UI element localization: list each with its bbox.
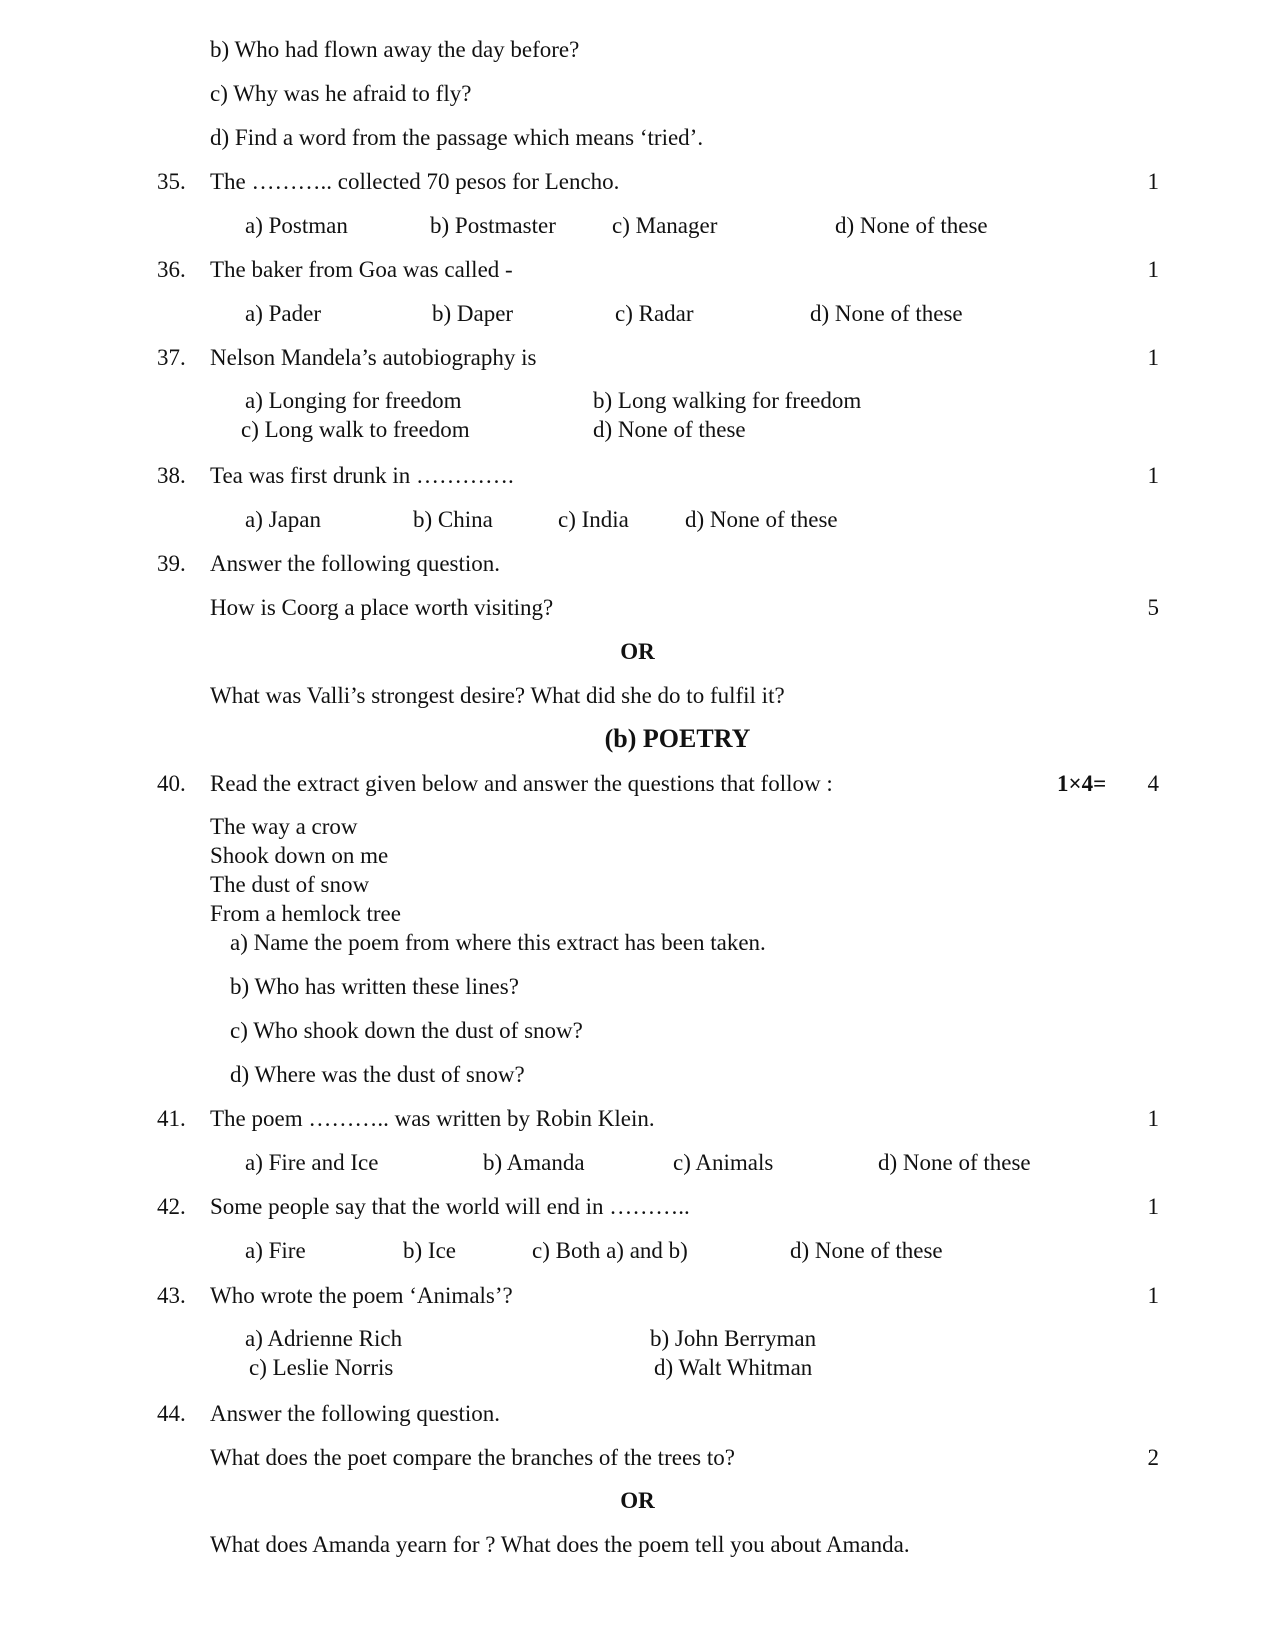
question-41-option-b: b) Amanda [483,1150,585,1175]
question-43-number: 43. [157,1283,186,1308]
question-35-number: 35. [157,169,186,194]
question-40-text: Read the extract given below and answer the questions that follow : [210,771,833,796]
question-43-option-d: d) Walt Whitman [654,1355,813,1380]
carryover-question-c: c) Why was he afraid to fly? [210,81,472,106]
question-37-option-d: d) None of these [593,417,746,442]
question-43-text: Who wrote the poem ‘Animals’? [210,1283,513,1308]
question-35-option-d: d) None of these [835,213,988,238]
carryover-question-d: d) Find a word from the passage which means ‘tried’. [210,125,704,150]
question-42-number: 42. [157,1194,186,1219]
question-40-subquestion-b: b) Who has written these lines? [230,974,519,999]
question-38-option-c: c) India [558,507,629,532]
extract-line-1: The way a crow [210,814,358,839]
question-41-marks: 1 [1147,1106,1159,1131]
question-38-option-d: d) None of these [685,507,838,532]
question-42-option-d: d) None of these [790,1238,943,1263]
question-40-subquestion-d: d) Where was the dust of snow? [230,1062,525,1087]
question-38-text: Tea was first drunk in …………. [210,463,514,488]
question-44-question: What does the poet compare the branches of the trees to? [210,1445,735,1470]
question-40-subquestion-c: c) Who shook down the dust of snow? [230,1018,583,1043]
question-41-option-c: c) Animals [673,1150,774,1175]
question-43-marks: 1 [1147,1283,1159,1308]
question-43-option-c: c) Leslie Norris [249,1355,394,1380]
question-38-marks: 1 [1147,463,1159,488]
question-42-option-c: c) Both a) and b) [532,1238,688,1263]
question-44-marks: 2 [1147,1445,1159,1470]
question-35-marks: 1 [1147,169,1159,194]
question-44-or: OR [620,1488,655,1513]
question-39-alternative: What was Valli’s strongest desire? What did she do to fulfil it? [210,683,785,708]
question-39-marks: 5 [1147,595,1159,620]
question-41-number: 41. [157,1106,186,1131]
question-37-option-c: c) Long walk to freedom [241,417,470,442]
question-42-option-a: a) Fire [245,1238,306,1263]
question-37-marks: 1 [1147,345,1159,370]
question-43-option-b: b) John Berryman [650,1326,817,1351]
question-36-marks: 1 [1147,257,1159,282]
question-36-number: 36. [157,257,186,282]
extract-line-4: From a hemlock tree [210,901,401,926]
question-36-text: The baker from Goa was called - [210,257,513,282]
question-39-text: Answer the following question. [210,551,501,576]
question-38-option-a: a) Japan [245,507,321,532]
question-37-option-b: b) Long walking for freedom [593,388,862,413]
question-41-option-a: a) Fire and Ice [245,1150,379,1175]
question-39-or: OR [620,639,655,664]
question-37-number: 37. [157,345,186,370]
question-40-subquestion-a: a) Name the poem from where this extract has been taken. [230,930,766,955]
question-44-text: Answer the following question. [210,1401,501,1426]
question-36-option-b: b) Daper [432,301,514,326]
section-heading-poetry: (b) POETRY [604,724,751,753]
question-41-option-d: d) None of these [878,1150,1031,1175]
question-39-number: 39. [157,551,186,576]
question-36-option-c: c) Radar [615,301,694,326]
question-44-alternative: What does Amanda yearn for ? What does the poem tell you about Amanda. [210,1532,910,1557]
question-44-number: 44. [157,1401,186,1426]
question-42-marks: 1 [1147,1194,1159,1219]
question-35-text: The ……….. collected 70 pesos for Lencho. [210,169,620,194]
question-38-option-b: b) China [413,507,493,532]
question-40-marks: 4 [1147,771,1159,796]
question-35-option-a: a) Postman [245,213,348,238]
carryover-question-b: b) Who had flown away the day before? [210,37,580,62]
question-37-text: Nelson Mandela’s autobiography is [210,345,537,370]
question-43-option-a: a) Adrienne Rich [245,1326,403,1351]
question-41-text: The poem ……….. was written by Robin Klein. [210,1106,655,1131]
extract-line-3: The dust of snow [210,872,370,897]
question-36-option-d: d) None of these [810,301,963,326]
question-35-option-c: c) Manager [612,213,718,238]
question-40-number: 40. [157,771,186,796]
question-40-marks-note: 1×4= [1057,771,1107,796]
question-35-option-b: b) Postmaster [430,213,556,238]
extract-line-2: Shook down on me [210,843,389,868]
question-42-option-b: b) Ice [403,1238,456,1263]
question-38-number: 38. [157,463,186,488]
question-37-option-a: a) Longing for freedom [245,388,462,413]
question-36-option-a: a) Pader [245,301,321,326]
question-42-text: Some people say that the world will end in ……….. [210,1194,690,1219]
question-39-question: How is Coorg a place worth visiting? [210,595,554,620]
